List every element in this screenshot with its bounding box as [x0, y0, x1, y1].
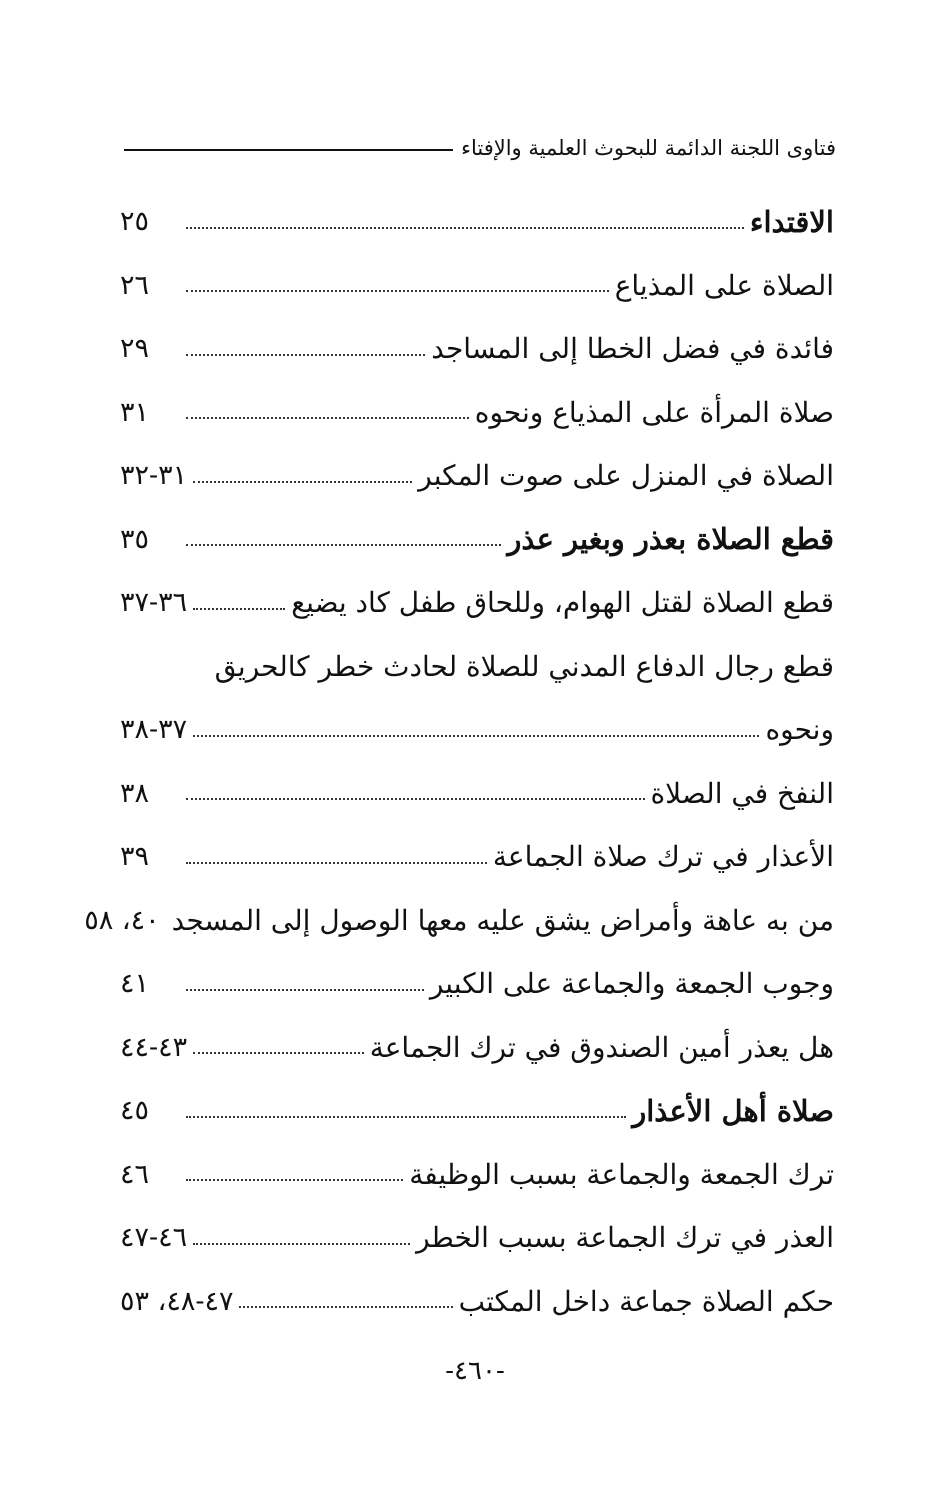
toc-entry-label: حكم الصلاة جماعة داخل المكتب: [458, 1284, 834, 1318]
toc-entry-page: ٣٨: [120, 777, 150, 809]
toc-entry-page: ٤٦: [120, 1158, 150, 1190]
toc-entry-page: ٤٣-٤٤: [120, 1031, 188, 1063]
toc-entry-label: الصلاة في المنزل على صوت المكبر: [418, 459, 834, 493]
toc-entry-page: ٣١-٣٢: [120, 460, 188, 492]
toc-entry-page: ٤٥: [120, 1095, 150, 1127]
toc-entry: [120, 1079, 834, 1143]
dot-leader: [186, 862, 487, 864]
toc-entry: [120, 762, 834, 826]
toc-entry-label: صلاة أهل الأعذار: [632, 1093, 834, 1128]
toc-entry-label: قطع رجال الدفاع المدني للصلاة لحادث خطر كالحريق: [214, 649, 834, 683]
dot-leader: [193, 735, 759, 737]
toc-entry: [120, 254, 834, 318]
toc-entry-label: النفخ في الصلاة: [650, 776, 834, 810]
toc-entry-label: ونحوه: [765, 713, 834, 747]
toc-entry-label: فائدة في فضل الخطا إلى المساجد: [431, 332, 834, 366]
toc-entry: [120, 190, 834, 254]
toc-entry-label: الصلاة على المذياع: [614, 268, 834, 302]
toc-entry-label: الأعذار في ترك صلاة الجماعة: [492, 840, 834, 874]
toc-entry-label: صلاة المرأة على المذياع ونحوه: [474, 395, 834, 429]
toc-entry: [120, 381, 834, 445]
toc-entry-page: ٣٧-٣٨: [120, 714, 188, 746]
toc-entry-label: الاقتداء: [749, 204, 834, 239]
table-of-contents: [84, 190, 834, 1333]
toc-entry-page: ٢٥: [120, 206, 150, 238]
running-header: [124, 128, 836, 168]
toc-entry: [120, 1016, 834, 1080]
toc-entry: [120, 571, 834, 635]
toc-entry: [120, 952, 834, 1016]
dot-leader: [186, 1179, 403, 1181]
toc-entry: [120, 1206, 834, 1270]
dot-leader: [186, 798, 645, 800]
toc-entry: [120, 444, 834, 508]
toc-entry: [84, 889, 834, 953]
dot-leader: [186, 227, 744, 229]
toc-entry-page: ٣٩: [120, 841, 150, 873]
toc-entry-page: ٣٥: [120, 523, 150, 555]
toc-entry: [120, 1270, 834, 1334]
toc-entry-label: وجوب الجمعة والجماعة على الكبير: [429, 967, 834, 1001]
toc-entry-page: ٤٦-٤٧: [120, 1222, 188, 1254]
running-header-title: فتاوى اللجنة الدائمة للبحوث العلمية والإفتاء: [461, 136, 836, 160]
toc-entry: [120, 1143, 834, 1207]
toc-entry-page: ٤١: [120, 968, 150, 1000]
toc-entry-label: قطع الصلاة لقتل الهوام، وللحاق طفل كاد يضيع: [291, 586, 834, 620]
toc-entry: [120, 698, 834, 762]
toc-entry-page: ٤٠، ٥٨: [84, 904, 160, 936]
toc-entry-label: العذر في ترك الجماعة بسبب الخطر: [416, 1221, 834, 1255]
dot-leader: [186, 544, 501, 546]
toc-entry-label: قطع الصلاة بعذر وبغير عذر: [507, 522, 834, 557]
toc-entry-page: ٤٧-٤٨، ٥٣: [120, 1285, 234, 1317]
dot-leader: [186, 989, 424, 991]
toc-entry-page: ٢٦: [120, 269, 150, 301]
header-rule: [124, 149, 453, 151]
dot-leader: [186, 290, 609, 292]
toc-entry-label: ترك الجمعة والجماعة بسبب الوظيفة: [409, 1157, 834, 1191]
page-number: -٤٦٠-: [445, 1356, 505, 1386]
dot-leader: [239, 1306, 452, 1308]
toc-entry-page: ٣٦-٣٧: [120, 587, 188, 619]
toc-entry-page: ٣١: [120, 396, 150, 428]
toc-entry: [120, 317, 834, 381]
dot-leader: [193, 481, 412, 483]
dot-leader: [186, 354, 425, 356]
toc-entry: [120, 825, 834, 889]
toc-entry-continued: [120, 635, 834, 699]
toc-entry-label: هل يعذر أمين الصندوق في ترك الجماعة: [369, 1030, 834, 1064]
toc-entry-page: ٢٩: [120, 333, 150, 365]
dot-leader: [186, 1116, 626, 1118]
toc-entry: [120, 508, 834, 572]
dot-leader: [193, 608, 285, 610]
dot-leader: [186, 417, 469, 419]
dot-leader: [193, 1243, 410, 1245]
dot-leader: [193, 1052, 364, 1054]
toc-entry-label: من به عاهة وأمراض يشق عليه معها الوصول إلى المسجد: [171, 903, 834, 937]
